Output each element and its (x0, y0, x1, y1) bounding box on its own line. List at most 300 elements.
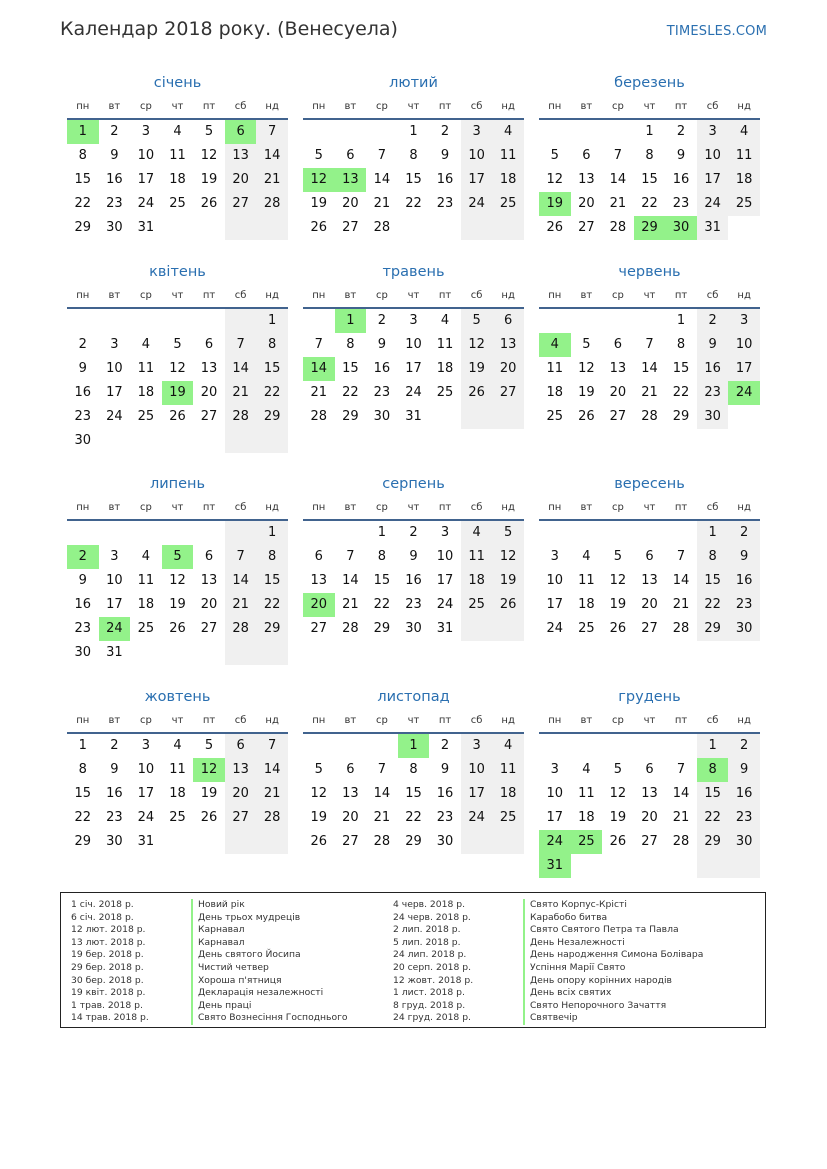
day-cell: 10 (405, 337, 422, 352)
empty-day-cell (539, 309, 571, 333)
empty-day-cell (162, 521, 194, 545)
day-cell: 21 (609, 196, 627, 211)
holiday-name: День праці (191, 1000, 348, 1013)
day-cell: 16 (373, 361, 391, 376)
weekday-label: пт (674, 290, 688, 301)
day-cell: 7 (676, 549, 686, 564)
holiday-date: 6 січ. 2018 р. (71, 911, 134, 923)
holiday-date: 20 серп. 2018 р. (393, 961, 472, 973)
day-cell: 14 (256, 144, 288, 168)
day-cell: 22 (256, 381, 288, 405)
day-cell: 29 (405, 834, 422, 849)
empty-day-cell (398, 216, 430, 240)
weekday-label: чт (407, 101, 420, 112)
month-name: грудень (618, 689, 681, 705)
day-cell: 2 (78, 337, 87, 352)
empty-day-cell (130, 429, 162, 453)
month-block (67, 70, 288, 240)
day-cell: 11 (578, 786, 595, 801)
day-cell: 13 (578, 172, 595, 187)
empty-day-cell (602, 521, 634, 545)
day-cell: 19 (200, 786, 218, 801)
day-cell: 7 (314, 337, 323, 352)
day-cell: 16 (697, 357, 729, 381)
day-cell: 26 (461, 381, 493, 405)
day-grid (67, 309, 288, 453)
empty-day-cell (99, 309, 131, 333)
day-cell: 1 (676, 313, 686, 328)
day-grid (303, 734, 524, 854)
holiday-date: 8 груд. 2018 р. (393, 999, 466, 1011)
weekday-label: вт (580, 101, 593, 112)
holiday-day-cell: 24 (99, 617, 131, 641)
weekday-header (539, 497, 760, 521)
weekday-label: пт (202, 290, 216, 301)
empty-day-cell (571, 521, 603, 545)
month-name: лютий (389, 75, 438, 91)
weekday-label: чт (171, 715, 184, 726)
day-cell: 25 (169, 196, 186, 211)
day-cell: 20 (641, 597, 658, 612)
day-cell: 15 (697, 569, 729, 593)
weekday-label: ср (139, 290, 152, 301)
legend-names-right (523, 899, 703, 1025)
holiday-date: 14 трав. 2018 р. (71, 1012, 149, 1024)
weekday-label: ср (611, 290, 624, 301)
day-cell: 13 (641, 573, 658, 588)
day-cell: 27 (641, 621, 658, 636)
empty-day-cell (571, 854, 603, 878)
day-cell: 14 (373, 786, 391, 801)
day-cell: 5 (582, 337, 591, 352)
day-cell: 25 (436, 385, 454, 400)
day-cell: 9 (110, 762, 119, 777)
holiday-day-cell: 12 (193, 758, 225, 782)
day-cell: 8 (256, 333, 288, 357)
day-cell: 4 (492, 734, 524, 758)
day-cell: 20 (492, 357, 524, 381)
day-cell: 2 (377, 313, 387, 328)
empty-day-cell (461, 405, 493, 429)
month-name: березень (614, 75, 685, 91)
day-cell: 15 (256, 569, 288, 593)
weekday-label: пт (438, 502, 452, 513)
day-cell: 22 (256, 593, 288, 617)
day-cell: 28 (225, 405, 257, 429)
day-cell: 30 (373, 409, 391, 424)
day-cell: 20 (342, 810, 359, 825)
weekday-label: вт (344, 715, 357, 726)
day-cell: 10 (106, 361, 123, 376)
holiday-date: 1 лист. 2018 р. (393, 987, 465, 999)
holiday-day-cell: 25 (571, 830, 603, 854)
day-cell: 25 (492, 192, 524, 216)
weekday-label: сб (706, 502, 719, 513)
day-grid (67, 521, 288, 665)
month-block (539, 259, 760, 429)
day-cell: 19 (578, 385, 595, 400)
empty-day-cell (571, 734, 603, 758)
empty-day-cell (492, 830, 524, 854)
empty-day-cell (634, 734, 666, 758)
day-cell: 6 (225, 734, 257, 758)
weekday-label: чт (407, 290, 420, 301)
day-cell: 6 (314, 549, 323, 564)
day-cell: 6 (645, 549, 654, 564)
day-cell: 4 (173, 738, 182, 753)
day-cell: 28 (225, 617, 257, 641)
day-cell: 22 (405, 196, 422, 211)
month-block (539, 471, 760, 641)
weekday-label: сб (706, 101, 719, 112)
day-cell: 9 (440, 762, 450, 777)
day-cell: 9 (377, 337, 387, 352)
day-cell: 16 (436, 172, 454, 187)
weekday-header (539, 96, 760, 120)
holiday-day-cell: 1 (335, 309, 367, 333)
day-cell: 6 (492, 309, 524, 333)
day-cell: 17 (137, 786, 155, 801)
day-cell: 20 (200, 385, 218, 400)
empty-day-cell (303, 521, 335, 545)
empty-day-cell (539, 120, 571, 144)
holiday-date: 1 трав. 2018 р. (71, 999, 143, 1011)
weekday-label: пт (202, 101, 216, 112)
day-cell: 13 (200, 361, 218, 376)
month-name: червень (618, 264, 681, 280)
day-cell: 8 (697, 545, 729, 569)
empty-day-cell (162, 641, 194, 665)
holiday-name: День народження Симона Болівара (523, 949, 703, 962)
holiday-name: Чистий четвер (191, 962, 348, 975)
day-cell: 26 (310, 834, 328, 849)
day-cell: 17 (405, 361, 422, 376)
day-cell: 9 (728, 545, 760, 569)
day-cell: 26 (310, 220, 328, 235)
empty-day-cell (193, 429, 225, 453)
day-grid (539, 734, 760, 878)
brand-link[interactable]: TIMESLES.COM (666, 24, 767, 39)
day-cell: 26 (609, 834, 627, 849)
weekday-label: пн (76, 290, 90, 301)
day-cell: 19 (461, 357, 493, 381)
day-cell: 31 (405, 409, 422, 424)
day-cell: 31 (137, 220, 155, 235)
empty-day-cell (492, 405, 524, 429)
weekday-header (539, 710, 760, 734)
day-cell: 17 (728, 357, 760, 381)
day-cell: 28 (310, 409, 328, 424)
day-grid (539, 120, 760, 240)
day-cell: 25 (728, 192, 760, 216)
empty-day-cell (67, 521, 99, 545)
weekday-label: пт (674, 101, 688, 112)
day-cell: 30 (436, 834, 454, 849)
day-cell: 17 (137, 172, 155, 187)
day-cell: 21 (256, 782, 288, 806)
weekday-label: вт (580, 502, 593, 513)
day-cell: 26 (578, 409, 595, 424)
holiday-day-cell: 12 (303, 168, 335, 192)
day-cell: 28 (609, 220, 627, 235)
day-cell: 1 (256, 521, 288, 545)
empty-day-cell (162, 216, 194, 240)
day-cell: 17 (546, 810, 564, 825)
weekday-label: чт (171, 502, 184, 513)
holiday-day-cell: 4 (539, 333, 571, 357)
day-cell: 3 (440, 525, 450, 540)
day-cell: 18 (436, 361, 454, 376)
day-cell: 24 (697, 192, 729, 216)
weekday-label: пн (548, 502, 562, 513)
day-cell: 12 (546, 172, 564, 187)
day-cell: 29 (256, 405, 288, 429)
weekday-header (67, 710, 288, 734)
day-cell: 23 (106, 810, 123, 825)
holiday-date: 24 черв. 2018 р. (393, 911, 471, 923)
day-cell: 3 (550, 549, 559, 564)
day-cell: 17 (697, 168, 729, 192)
weekday-label: пт (674, 715, 688, 726)
day-grid (539, 309, 760, 429)
day-cell: 25 (169, 810, 186, 825)
weekday-label: нд (501, 715, 515, 726)
day-cell: 25 (137, 409, 155, 424)
empty-day-cell (162, 830, 194, 854)
day-cell: 5 (173, 337, 182, 352)
day-cell: 18 (492, 782, 524, 806)
day-cell: 20 (225, 168, 257, 192)
weekday-label: ср (139, 502, 152, 513)
month-name: квітень (149, 264, 206, 280)
day-cell: 13 (609, 361, 627, 376)
empty-day-cell (67, 309, 99, 333)
empty-day-cell (571, 309, 603, 333)
day-cell: 7 (225, 545, 257, 569)
legend-dates-left (71, 899, 149, 1025)
day-cell: 26 (200, 196, 218, 211)
empty-day-cell (130, 309, 162, 333)
day-cell: 9 (697, 333, 729, 357)
day-cell: 29 (373, 621, 391, 636)
month-block (539, 684, 760, 878)
day-cell: 19 (609, 597, 627, 612)
day-cell: 2 (728, 521, 760, 545)
month-name: жовтень (144, 689, 211, 705)
empty-day-cell (225, 521, 257, 545)
day-cell: 29 (697, 830, 729, 854)
empty-day-cell (193, 641, 225, 665)
day-cell: 3 (110, 549, 119, 564)
day-cell: 9 (110, 148, 119, 163)
day-cell: 3 (141, 124, 151, 139)
weekday-label: вт (580, 715, 593, 726)
day-cell: 18 (137, 385, 155, 400)
day-cell: 13 (225, 758, 257, 782)
weekday-label: пн (312, 101, 326, 112)
holiday-date: 5 лип. 2018 р. (393, 936, 461, 948)
day-cell: 7 (377, 762, 387, 777)
weekday-label: сб (706, 715, 719, 726)
holiday-name: Карабобо битва (523, 912, 703, 925)
weekday-header (539, 285, 760, 309)
holiday-name: Свято Корпус-Крісті (523, 899, 703, 912)
holiday-name: День всіх святих (523, 987, 703, 1000)
day-cell: 6 (346, 762, 355, 777)
holiday-name: Карнавал (191, 937, 348, 950)
day-cell: 3 (461, 120, 493, 144)
day-cell: 13 (342, 786, 359, 801)
month-block (303, 70, 524, 240)
weekday-label: нд (265, 715, 279, 726)
empty-day-cell (728, 216, 760, 240)
day-cell: 19 (310, 810, 328, 825)
month-name: травень (382, 264, 445, 280)
day-cell: 29 (697, 617, 729, 641)
empty-day-cell (303, 734, 335, 758)
month-block (67, 259, 288, 453)
holiday-day-cell: 13 (335, 168, 367, 192)
day-cell: 9 (78, 361, 87, 376)
day-cell: 31 (137, 834, 155, 849)
day-cell: 6 (582, 148, 591, 163)
day-cell: 9 (728, 758, 760, 782)
month-name: січень (153, 75, 202, 91)
day-cell: 8 (676, 337, 686, 352)
month-block (303, 684, 524, 854)
day-cell: 24 (106, 409, 123, 424)
weekday-label: нд (265, 101, 279, 112)
day-cell: 15 (74, 786, 92, 801)
day-cell: 15 (256, 357, 288, 381)
day-cell: 10 (728, 333, 760, 357)
day-grid (303, 309, 524, 429)
day-cell: 7 (645, 337, 654, 352)
day-cell: 7 (613, 148, 623, 163)
day-cell: 4 (728, 120, 760, 144)
day-cell: 17 (106, 385, 123, 400)
day-cell: 9 (409, 549, 418, 564)
empty-day-cell (193, 309, 225, 333)
weekday-label: пт (438, 715, 452, 726)
weekday-label: сб (234, 715, 247, 726)
day-cell: 15 (641, 172, 658, 187)
day-cell: 28 (672, 621, 690, 636)
empty-day-cell (461, 617, 493, 641)
day-cell: 20 (225, 782, 257, 806)
weekday-label: вт (344, 502, 357, 513)
empty-day-cell (162, 309, 194, 333)
day-cell: 1 (697, 521, 729, 545)
day-cell: 11 (436, 337, 454, 352)
day-cell: 26 (169, 621, 186, 636)
day-cell: 20 (200, 597, 218, 612)
day-cell: 12 (609, 786, 627, 801)
weekday-label: пн (76, 101, 90, 112)
weekday-label: пн (548, 290, 562, 301)
weekday-label: пн (548, 101, 562, 112)
day-cell: 4 (440, 313, 450, 328)
day-cell: 27 (342, 834, 359, 849)
day-cell: 25 (461, 593, 493, 617)
empty-day-cell (366, 734, 398, 758)
weekday-label: сб (234, 290, 247, 301)
day-cell: 12 (310, 786, 328, 801)
day-cell: 6 (645, 762, 654, 777)
holiday-date: 13 лют. 2018 р. (71, 936, 146, 948)
day-cell: 28 (256, 806, 288, 830)
day-cell: 29 (256, 617, 288, 641)
day-cell: 18 (578, 597, 595, 612)
day-cell: 10 (461, 758, 493, 782)
holiday-day-cell: 5 (162, 545, 194, 569)
day-cell: 24 (137, 810, 155, 825)
day-cell: 18 (461, 569, 493, 593)
day-cell: 22 (697, 806, 729, 830)
day-cell: 27 (200, 621, 218, 636)
holiday-name: День опору корінних народів (523, 975, 703, 988)
day-cell: 19 (169, 597, 186, 612)
day-cell: 8 (645, 148, 654, 163)
day-cell: 10 (436, 549, 454, 564)
day-cell: 2 (110, 124, 119, 139)
day-cell: 14 (641, 361, 658, 376)
day-cell: 5 (204, 124, 214, 139)
holiday-name: Свято Вознесіння Господнього (191, 1012, 348, 1025)
month-name: листопад (377, 689, 450, 705)
day-cell: 2 (697, 309, 729, 333)
day-cell: 25 (492, 806, 524, 830)
empty-day-cell (256, 641, 288, 665)
weekday-label: пн (76, 715, 90, 726)
day-cell: 14 (225, 569, 257, 593)
day-cell: 20 (641, 810, 658, 825)
day-cell: 23 (672, 196, 690, 211)
holiday-name: Святвечір (523, 1012, 703, 1025)
day-cell: 5 (204, 738, 214, 753)
day-cell: 16 (728, 782, 760, 806)
day-cell: 30 (106, 220, 123, 235)
empty-day-cell (225, 641, 257, 665)
holiday-day-cell: 2 (67, 545, 99, 569)
day-grid (539, 521, 760, 641)
holiday-date: 2 лип. 2018 р. (393, 924, 461, 936)
day-cell: 24 (546, 621, 564, 636)
day-cell: 1 (78, 738, 87, 753)
month-name: липень (149, 476, 206, 492)
day-cell: 28 (342, 621, 359, 636)
day-cell: 30 (74, 645, 92, 660)
day-cell: 11 (546, 361, 564, 376)
day-cell: 11 (169, 148, 186, 163)
holiday-date: 24 лип. 2018 р. (393, 949, 467, 961)
day-cell: 18 (169, 172, 186, 187)
weekday-label: пт (202, 502, 216, 513)
day-cell: 21 (373, 196, 391, 211)
day-cell: 23 (728, 593, 760, 617)
empty-day-cell (539, 734, 571, 758)
day-cell: 29 (672, 409, 690, 424)
day-cell: 27 (342, 220, 359, 235)
weekday-label: ср (375, 101, 388, 112)
day-cell: 3 (697, 120, 729, 144)
holiday-legend (60, 892, 766, 1028)
day-cell: 11 (492, 144, 524, 168)
empty-day-cell (193, 830, 225, 854)
day-cell: 24 (461, 192, 493, 216)
weekday-label: пт (202, 715, 216, 726)
day-cell: 7 (225, 333, 257, 357)
